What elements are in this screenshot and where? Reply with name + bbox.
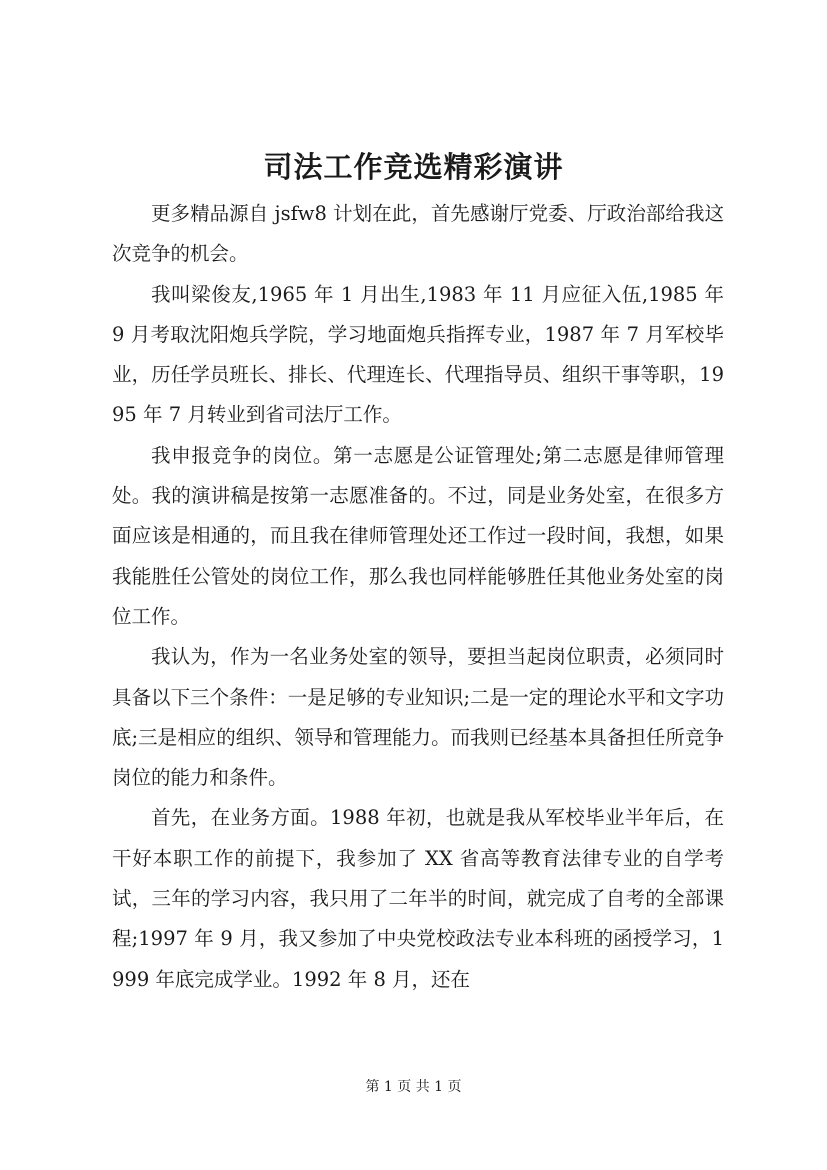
paragraph-background: 我叫梁俊友,1965 年 1 月出生,1983 年 11 月应征入伍,1985 年 9 月考取沈阳炮兵学院，学习地面炮兵指挥专业，1987 年 7 月军校毕业，历任学员班长、排长、代理连长、代理指导员、组织干事等职，1995 年 7 月转业到省司法厅工作。 bbox=[112, 282, 724, 427]
document-body bbox=[112, 194, 724, 1000]
paragraph-professional: 首先，在业务方面。1988 年初，也就是我从军校毕业半年后，在干好本职工作的前提下，我参加了 XX 省高等教育法律专业的自学考试，三年的学习内容，我只用了二年半的时间，就完成了自考的全部课程;1997 年 9 月，我又参加了中央党校政法专业本科班的函授学习，1999 年底完成学业。1992 年 8 月，还在 bbox=[112, 806, 724, 991]
paragraph-positions: 我申报竞争的岗位。第一志愿是公证管理处;第二志愿是律师管理处。我的演讲稿是按第一志愿准备的。不过，同是业务处室，在很多方面应该是相通的，而且我在律师管理处还工作过一段时间，我想，如果我能胜任公管处的岗位工作，那么我也同样能够胜任其他业务处室的岗位工作。 bbox=[112, 443, 724, 628]
paragraph-intro: 更多精品源自 jsfw8 计划在此，首先感谢厅党委、厅政治部给我这次竞争的机会。 bbox=[112, 202, 724, 266]
paragraph-qualifications: 我认为，作为一名业务处室的领导，要担当起岗位职责，必须同时具备以下三个条件：一是足够的专业知识;二是一定的理论水平和文字功底;三是相应的组织、领导和管理能力。而我则已经基本具备担任所竞争岗位的能力和条件。 bbox=[112, 645, 724, 790]
page-footer: 第 1 页 共 1 页 bbox=[365, 1079, 462, 1095]
document-title: 司法工作竞选精彩演讲 bbox=[263, 150, 564, 184]
